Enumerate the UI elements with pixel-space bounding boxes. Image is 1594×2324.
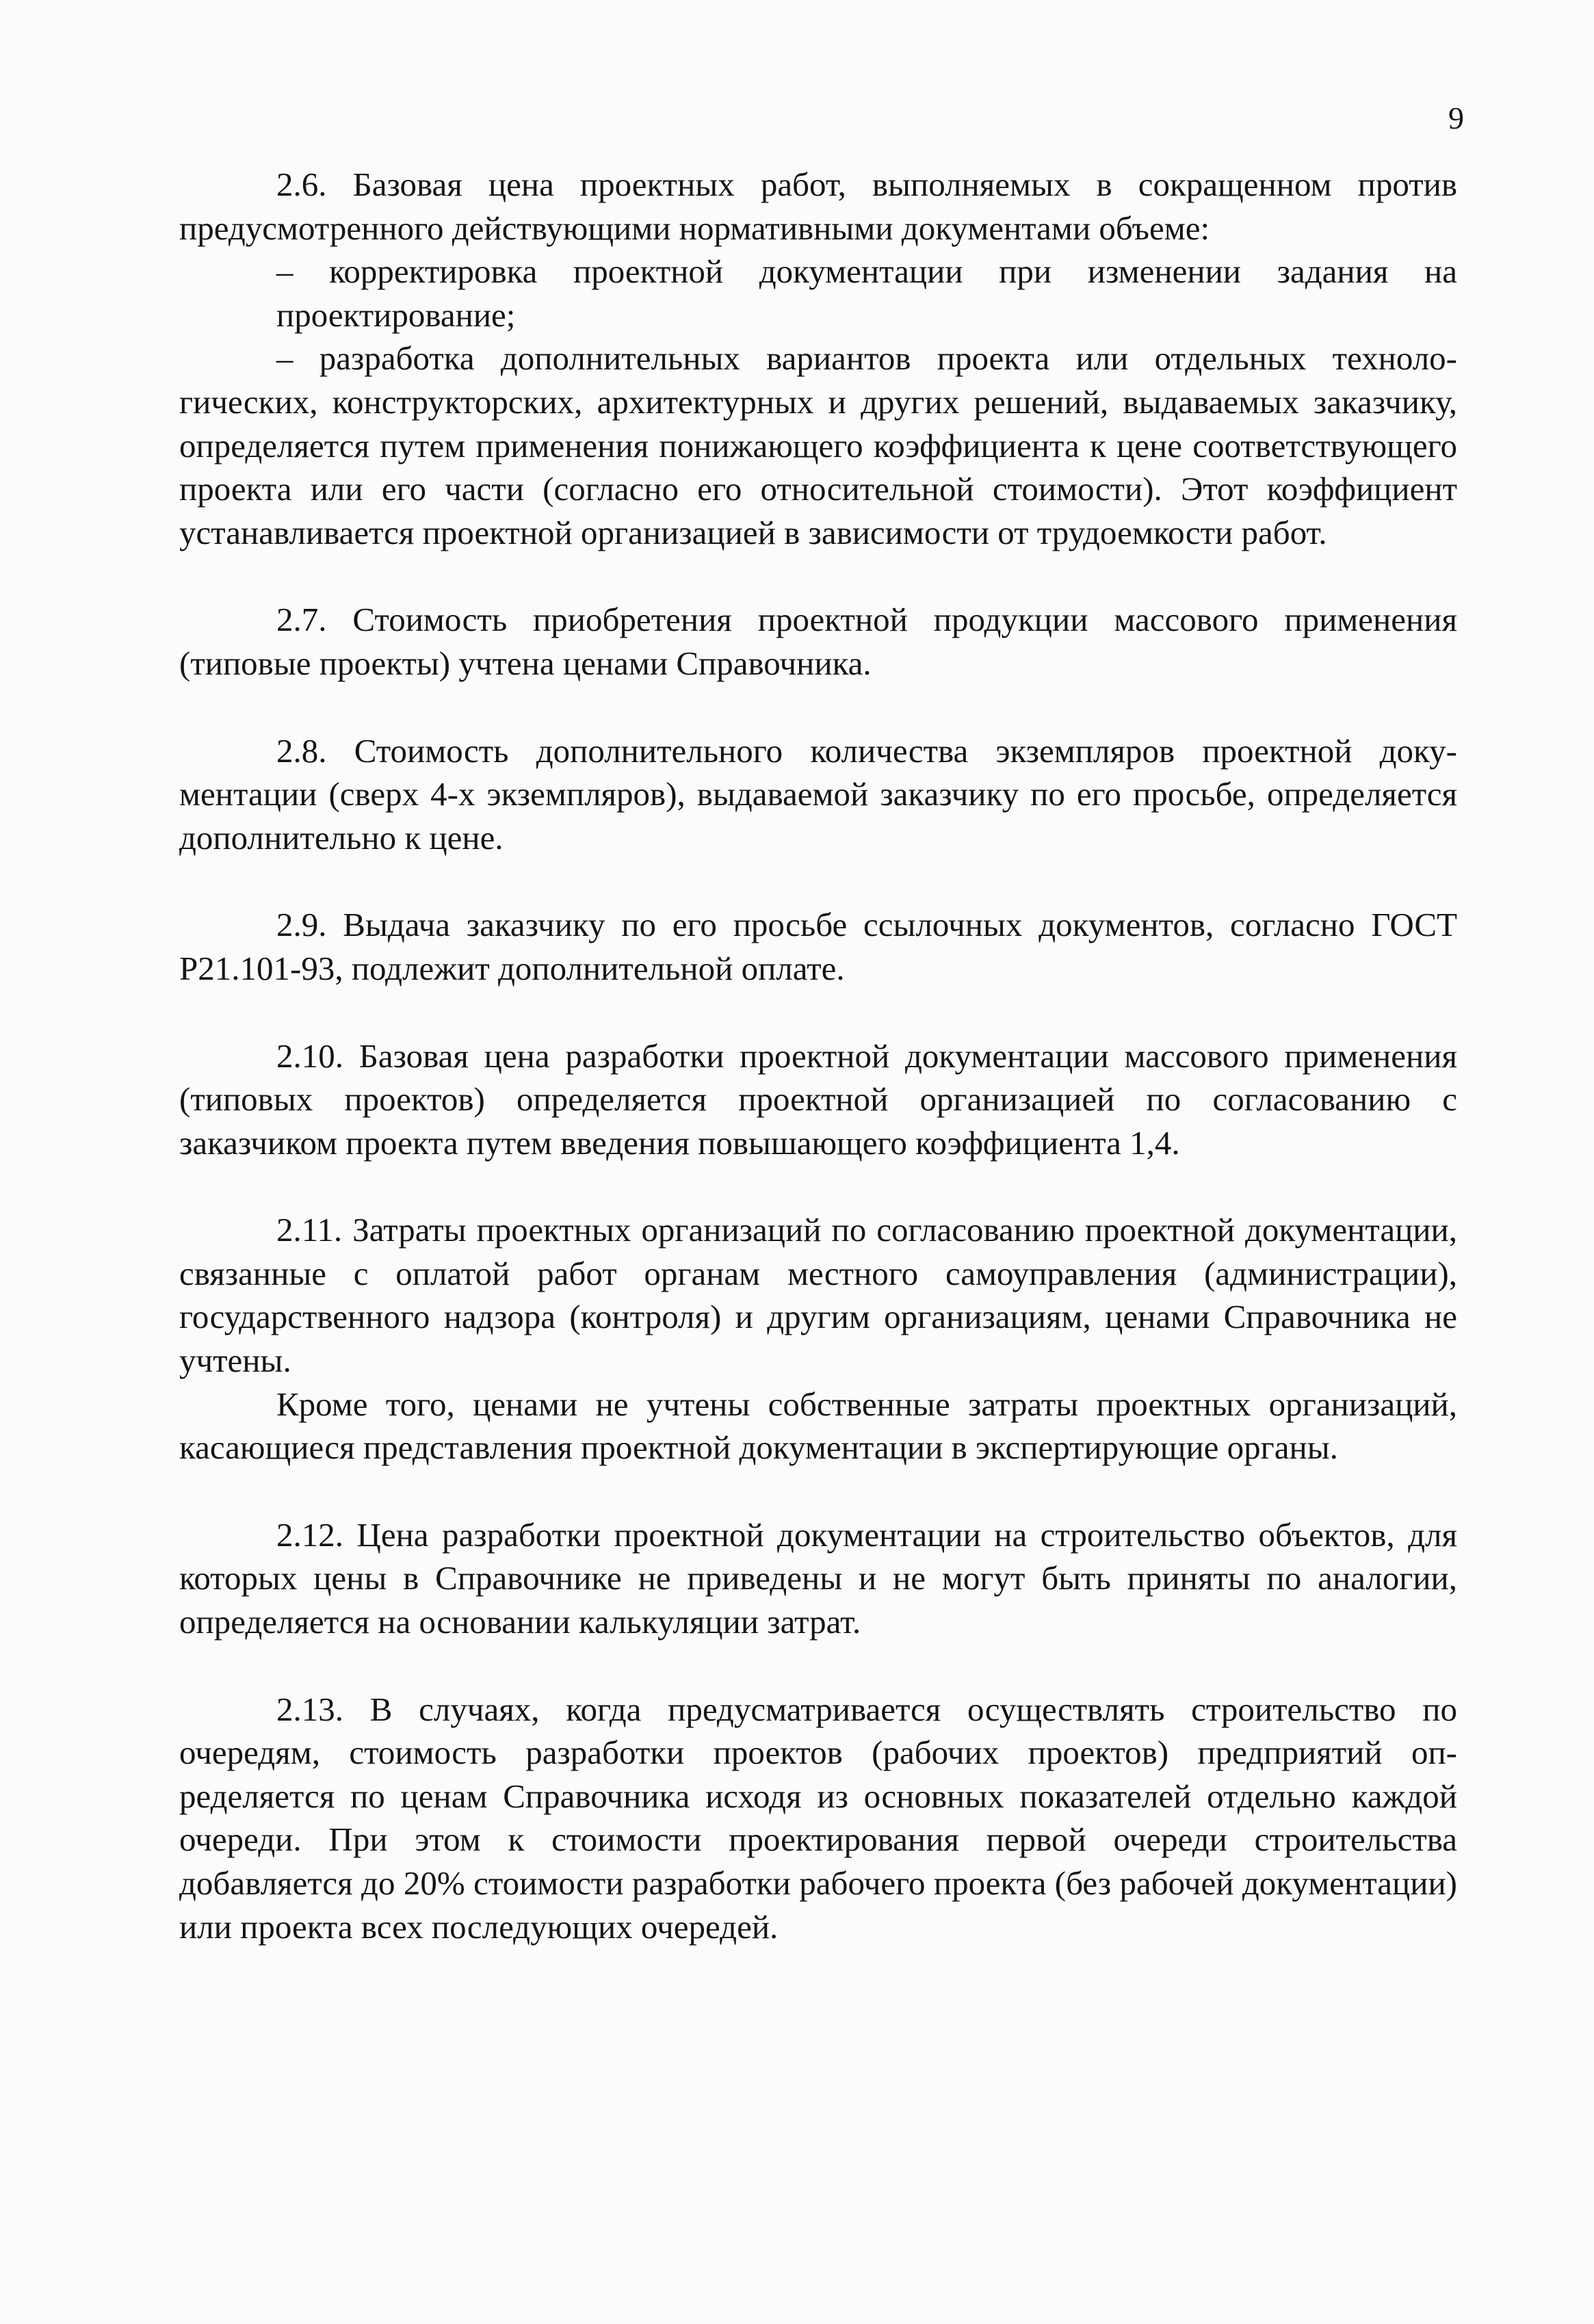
document-body <box>179 163 1457 1948</box>
paragraph-2-13: 2.13. В случаях, когда предусматривается осуществлять строительство по очередям, стоимость разработки проектов (рабочих проектов) предприятий определяется по ценам Справочника исходя из основных показателей отдельно каждой очереди. При этом к стоимости проектирования первой очереди строительства добавляется до 20% стоимости разработки рабочего проекта (без рабочей документации) или проекта всех последующих очередей. <box>179 1690 1457 1946</box>
paragraph-2-11-continued: Кроме того, ценами не учтены собственные затраты проектных организаций, касающиеся представления проектной документации в экспертирующие органы. <box>179 1385 1457 1467</box>
paragraph-2-10: 2.10. Базовая цена разработки проектной документации массового применения (типовых проектов) определяется проектной организацией по согласованию с заказчиком проекта путем введения повышающего коэффициента 1,4. <box>179 1036 1457 1162</box>
paragraph-2-8: 2.8. Стоимость дополнительного количества экземпляров проектной документации (сверх 4-х экземпляров), выдаваемой заказчику по его просьбе, определяется дополнительно к цене. <box>179 731 1457 857</box>
paragraph-2-12: 2.12. Цена разработки проектной документации на строительство объектов, для которых цены в Справочнике не приведены и не могут быть приняты по аналогии, определяется на основании калькуляции затрат. <box>179 1515 1457 1641</box>
paragraph-2-6-item-1: – корректировка проектной документации при изменении задания на проектирование; <box>276 252 1457 334</box>
page-number: 9 <box>1448 101 1464 135</box>
paragraph-2-7: 2.7. Стоимость приобретения проектной продукции массового применения (типовые проекты) учтена ценами Справочника. <box>179 601 1457 682</box>
paragraph-2-11: 2.11. Затраты проектных организаций по согласованию проектной документации, связанные с оплатой работ органам местного самоуправления (администрации), государственного надзора (контроля) и другим организациям, ценами Справочника не учтены. <box>179 1211 1457 1380</box>
paragraph-2-6-item-2: – разработка дополнительных вариантов проекта или отдельных технологических, конструкторских, архитектурных и других решений, выдаваемых заказчику, определяется путем применения понижающего коэффициента к цене соответствующего проекта или его части (согласно его относительной стоимости). Этот коэффициент устанавливается проектной организацией в зависимости от трудоемкости работ. <box>179 339 1457 551</box>
paragraph-2-9: 2.9. Выдача заказчику по его просьбе ссылочных документов, согласно ГОСТ Р21.101-93, подлежит дополнительной оплате. <box>179 906 1457 987</box>
paragraph-2-6: 2.6. Базовая цена проектных работ, выполняемых в сокращенном против предусмотренного действующими нормативными документами объеме: <box>179 166 1457 247</box>
